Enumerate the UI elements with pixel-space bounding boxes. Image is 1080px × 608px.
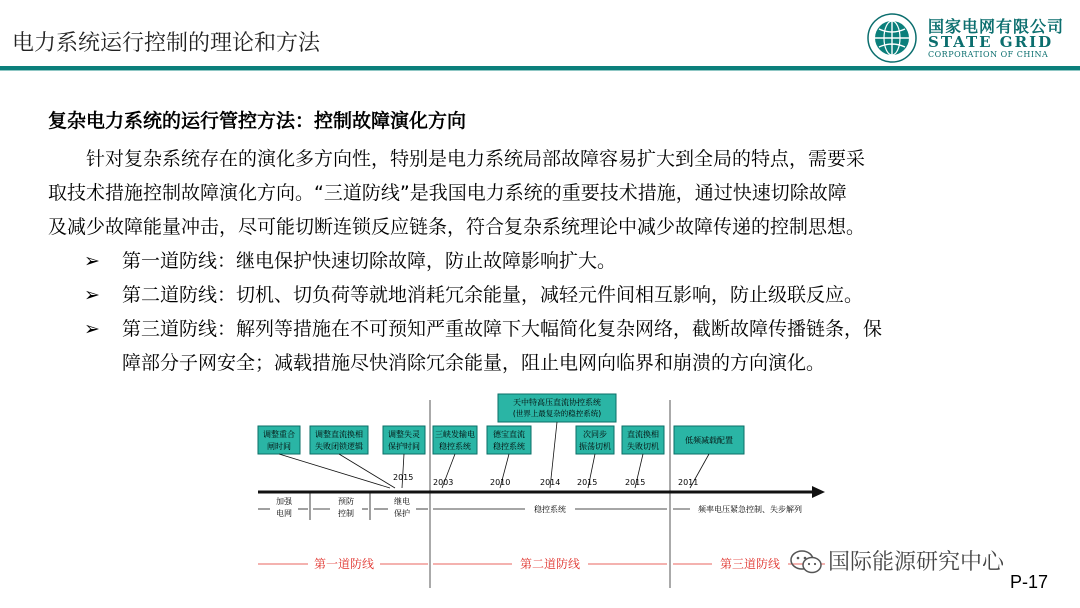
page-number: P-17 bbox=[1010, 572, 1049, 592]
slide-title: 电力系统运行控制的理论和方法 bbox=[12, 31, 321, 56]
svg-text:稳控系统: 稳控系统 bbox=[493, 442, 525, 451]
defense-line-label: 第三道防线 bbox=[719, 557, 781, 571]
logo-chinese-name: 国家电网有限公司 bbox=[928, 17, 1065, 36]
watermark-text: 国际能源研究中心 bbox=[828, 550, 1005, 575]
svg-text:频率电压紧急控制、失步解列: 频率电压紧急控制、失步解列 bbox=[698, 505, 802, 514]
svg-text:调整直流换相: 调整直流换相 bbox=[315, 430, 363, 439]
list-item: ➢ 第三道防线：解列等措施在不可预知严重故障下大幅简化复杂网络，截断故障传播链条，保 障部分子网安全；减载措施尽快消除冗余能量，阻止电网向临界和崩溃的方向演化。 bbox=[84, 312, 1044, 380]
top-highlight-box bbox=[498, 394, 616, 422]
svg-text:德宝直流: 德宝直流 bbox=[493, 430, 525, 439]
svg-text:电网: 电网 bbox=[276, 509, 292, 518]
svg-text:振荡切机: 振荡切机 bbox=[579, 442, 611, 451]
svg-text:三峡发输电: 三峡发输电 bbox=[435, 430, 475, 439]
svg-text:稳控系统: 稳控系统 bbox=[534, 505, 566, 514]
section-title: 复杂电力系统的运行管控方法：控制故障演化方向 bbox=[48, 110, 467, 132]
year-label: 2015 bbox=[625, 478, 646, 487]
svg-text:失败切机: 失败切机 bbox=[627, 442, 659, 451]
measure-box bbox=[258, 426, 300, 454]
year-label: 2010 bbox=[490, 478, 511, 487]
svg-text:调整重合: 调整重合 bbox=[263, 430, 295, 439]
measure-box bbox=[383, 426, 425, 454]
paragraph-line: 及减少故障能量冲击，尽可能切断连锁反应链条，符合复杂系统理论中减少故障传递的控制思想。 bbox=[48, 216, 866, 238]
top-box-line2: (世界上最复杂的稳控系统) bbox=[512, 409, 602, 418]
logo-english-subtitle: CORPORATION OF CHINA bbox=[928, 50, 1049, 59]
svg-text:控制: 控制 bbox=[338, 509, 354, 518]
year-label: 2015 bbox=[393, 473, 414, 482]
svg-text:失败闭锁逻辑: 失败闭锁逻辑 bbox=[315, 442, 363, 451]
wechat-icon bbox=[790, 549, 824, 575]
svg-text:次同步: 次同步 bbox=[583, 430, 607, 439]
year-label: 2014 bbox=[540, 478, 561, 487]
paragraph-line: 针对复杂系统存在的演化多方向性，特别是电力系统局部故障容易扩大到全局的特点，需要采 bbox=[86, 148, 866, 170]
top-box-line1: 天中特高压直流协控系统 bbox=[513, 398, 601, 407]
svg-text:闸时间: 闸时间 bbox=[267, 442, 291, 451]
svg-text:预防: 预防 bbox=[338, 497, 354, 506]
defense-line-label: 第一道防线 bbox=[313, 557, 375, 571]
svg-text:调整失灵: 调整失灵 bbox=[388, 430, 420, 439]
measure-box bbox=[310, 426, 368, 454]
arrow-bullet-icon: ➢ bbox=[84, 318, 100, 340]
paragraph-line: 取技术措施控制故障演化方向。“三道防线”是我国电力系统的重要技术措施，通过快速切除故障 bbox=[48, 182, 847, 204]
measure-box bbox=[576, 426, 614, 454]
header-divider-light bbox=[0, 70, 1080, 71]
intro-paragraph bbox=[48, 142, 1038, 244]
svg-text:直流换相: 直流换相 bbox=[627, 430, 659, 439]
svg-text:低频减载配置: 低频减载配置 bbox=[685, 436, 733, 445]
svg-text:保护: 保护 bbox=[394, 509, 410, 518]
measure-box bbox=[487, 426, 531, 454]
three-defense-lines-diagram bbox=[250, 392, 830, 592]
year-label: 2011 bbox=[678, 478, 699, 487]
svg-text:加强: 加强 bbox=[276, 497, 292, 506]
state-grid-globe-icon bbox=[866, 12, 918, 64]
measure-box bbox=[622, 426, 664, 454]
svg-text:继电: 继电 bbox=[394, 497, 410, 506]
arrow-bullet-icon: ➢ bbox=[84, 250, 100, 272]
list-item: ➢ 第一道防线：继电保护快速切除故障，防止故障影响扩大。 bbox=[84, 244, 1044, 278]
year-label: 2003 bbox=[433, 478, 454, 487]
defense-line-list bbox=[84, 244, 1044, 380]
list-item: ➢ 第二道防线：切机、切负荷等就地消耗冗余能量，减轻元件间相互影响，防止级联反应。 bbox=[84, 278, 1044, 312]
measure-box bbox=[674, 426, 744, 454]
timeline-arrow-icon bbox=[812, 486, 825, 498]
svg-text:稳控系统: 稳控系统 bbox=[439, 442, 471, 451]
year-label: 2015 bbox=[577, 478, 598, 487]
svg-text:保护时间: 保护时间 bbox=[388, 442, 420, 451]
measure-box bbox=[433, 426, 477, 454]
logo-english-name: STATE GRID bbox=[928, 33, 1054, 51]
defense-line-label: 第二道防线 bbox=[519, 557, 581, 571]
arrow-bullet-icon: ➢ bbox=[84, 284, 100, 306]
